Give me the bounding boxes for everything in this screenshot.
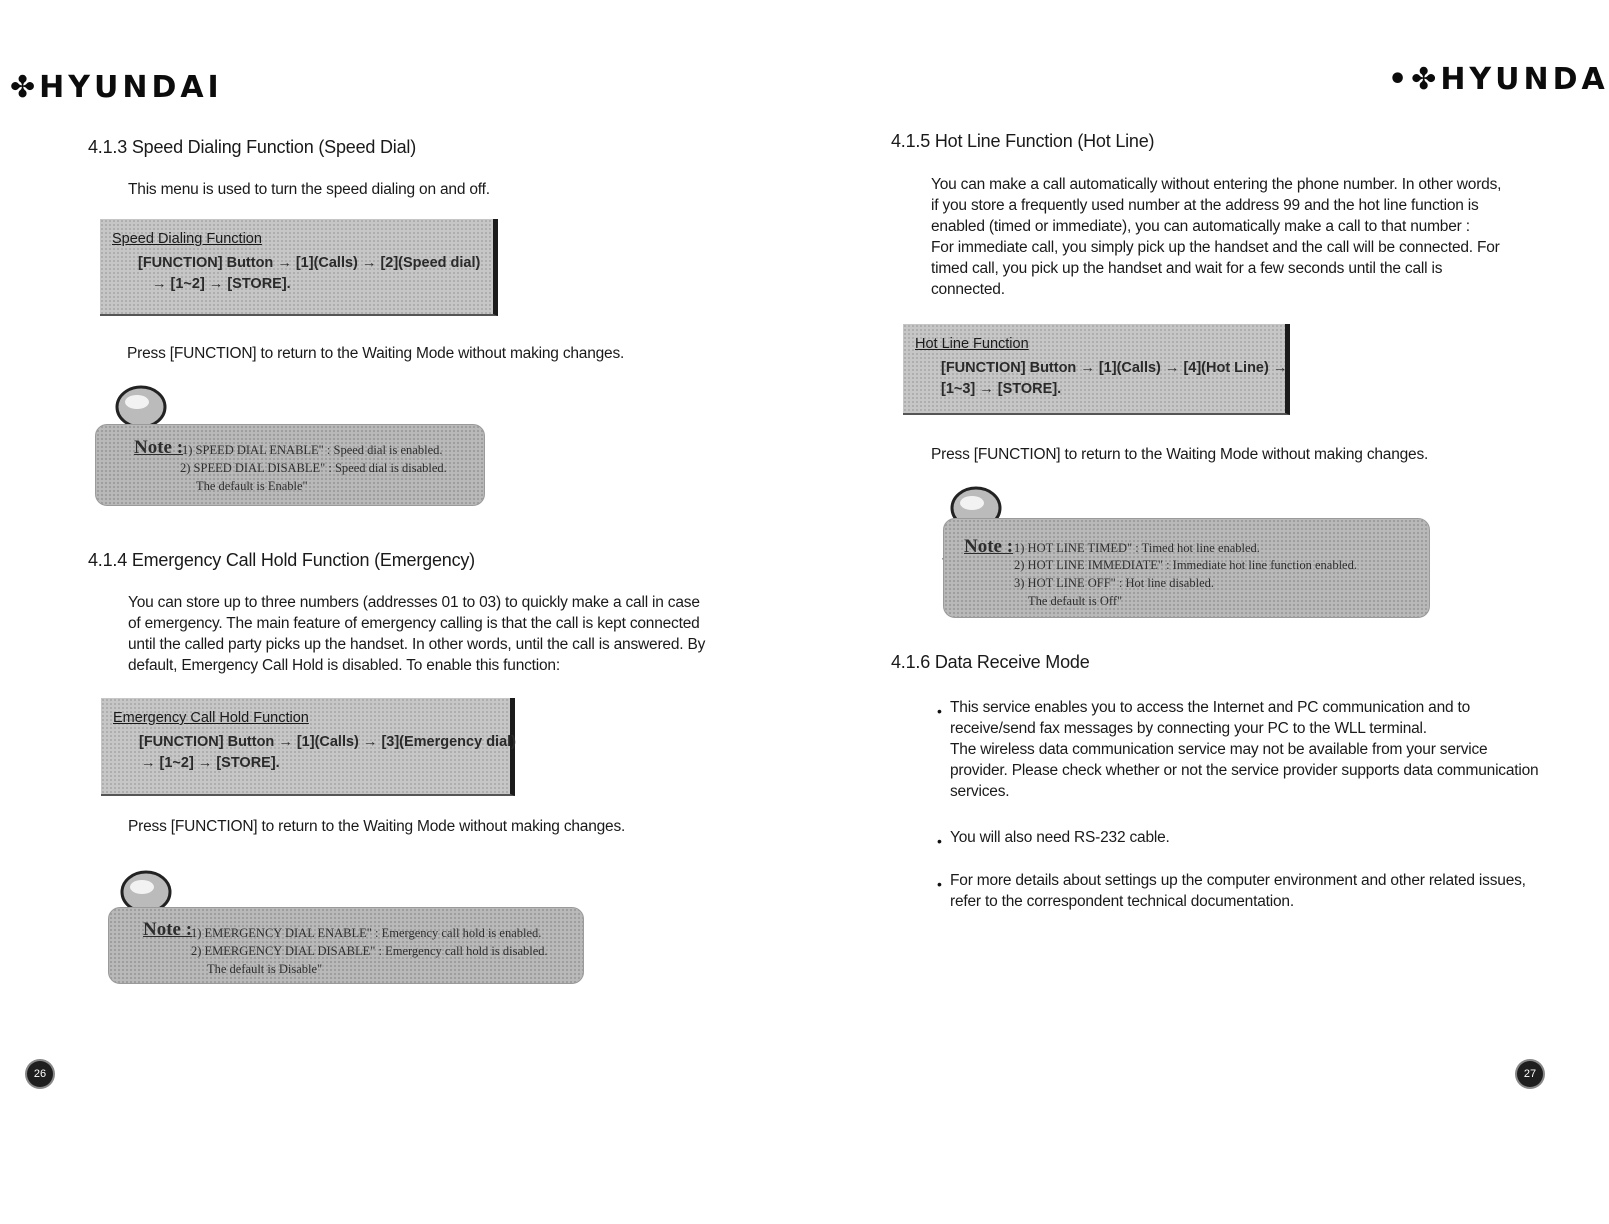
box-title: Speed Dialing Function [112, 231, 262, 247]
note-line: 1) EMERGENCY DIAL ENABLE" : Emergency call hold is enabled. [191, 926, 542, 940]
bullet-icon: • [937, 703, 942, 719]
bullet-icon: • [937, 833, 942, 849]
box-step-line: → [1~2] → [STORE]. [141, 755, 280, 771]
section-heading-4-1-3: 4.1.3 Speed Dialing Function (Speed Dial) [88, 137, 416, 157]
hyundai-logo-left: ✤HYUNDAI [10, 70, 223, 105]
data-receive-bullet-2: You will also need RS-232 cable. [950, 829, 1170, 846]
box-title: Hot Line Function [915, 336, 1029, 352]
note-line: 2) SPEED DIAL DISABLE" : Speed dial is disabled. [180, 461, 447, 475]
section-heading-4-1-4: 4.1.4 Emergency Call Hold Function (Emergency) [88, 550, 475, 570]
speed-dial-note [95, 424, 485, 506]
note-label: Note : [964, 536, 1014, 557]
note-label: Note : [134, 437, 184, 458]
hot-line-paragraph: You can make a call automatically without entering the phone number. In other words, if you store a frequently used number at the address 99 and the hot line function is enabled (timed or immediate), you can automatically make a call to that number : For immediate call, you simply pick up the handset and the call will be connected. For timed call, you pick up the handset and wait for a few seconds until the call is connected. [931, 176, 1502, 298]
note-line: The default is Off" [1028, 594, 1123, 608]
note-line: The default is Disable" [207, 962, 323, 976]
press-function-text: Press [FUNCTION] to return to the Waiting Mode without making changes. [128, 818, 626, 835]
hot-line-procedure-box [903, 324, 1290, 415]
bullet-icon: • [937, 876, 942, 892]
press-function-text: Press [FUNCTION] to return to the Waiting Mode without making changes. [931, 446, 1429, 463]
data-receive-bullet-1: This service enables you to access the Internet and PC communication and to receive/send fax messages by connecting your PC to the WLL terminal. The wireless data communication service may not be available from your service provider. Please check whether or not the service provider supports data communication services. [950, 699, 1539, 800]
data-receive-bullet-3: For more details about settings up the computer environment and other related issues, refer to the correspondent technical documentation. [950, 872, 1526, 910]
box-step-line: [FUNCTION] Button → [1](Calls) → [3](Emergency dial) [139, 734, 517, 750]
note-line: 1) SPEED DIAL ENABLE" : Speed dial is enabled. [182, 443, 443, 457]
page-number-right: 27 [1517, 1061, 1543, 1087]
section-heading-4-1-6: 4.1.6 Data Receive Mode [891, 652, 1090, 672]
box-step-line: → [1~2] → [STORE]. [152, 276, 291, 292]
section-heading-4-1-5: 4.1.5 Hot Line Function (Hot Line) [891, 131, 1155, 151]
emergency-paragraph: You can store up to three numbers (addresses 01 to 03) to quickly make a call in case of emergency. The main feature of emergency calling is that the call is kept connected until the called party picks up the handset. In other words, until the call is answered. By default, Emergency Call Hold is disabled. To enable this function: [128, 594, 706, 674]
speed-dial-intro: This menu is used to turn the speed dialing on and off. [128, 181, 490, 198]
box-step-line: [FUNCTION] Button → [1](Calls) → [2](Speed dial) [138, 255, 481, 271]
box-step-line: [FUNCTION] Button → [1](Calls) → [4](Hot Line) → [941, 360, 1288, 376]
speed-dial-procedure-box [100, 219, 498, 316]
hyundai-emblem-icon: •✤ [1388, 62, 1441, 97]
page-number-left: 26 [27, 1061, 53, 1087]
note-label: Note : [143, 919, 193, 940]
note-line: 3) HOT LINE OFF" : Hot line disabled. [1014, 576, 1214, 590]
note-line: 2) EMERGENCY DIAL DISABLE" : Emergency call hold is disabled. [191, 944, 548, 958]
note-line: 2) HOT LINE IMMEDIATE" : Immediate hot line function enabled. [1014, 558, 1357, 572]
hyundai-logo-right: •✤HYUNDA [1388, 62, 1609, 97]
emergency-note [108, 907, 584, 984]
box-title: Emergency Call Hold Function [113, 710, 309, 726]
note-line: The default is Enable" [196, 479, 308, 493]
press-function-text: Press [FUNCTION] to return to the Waiting Mode without making changes. [127, 345, 625, 362]
hot-line-note [943, 518, 1430, 618]
note-line: 1) HOT LINE TIMED" : Timed hot line enabled. [1014, 541, 1260, 555]
hyundai-emblem-icon: ✤ [10, 70, 40, 105]
box-step-line: [1~3] → [STORE]. [941, 381, 1062, 397]
emergency-procedure-box [101, 698, 515, 796]
